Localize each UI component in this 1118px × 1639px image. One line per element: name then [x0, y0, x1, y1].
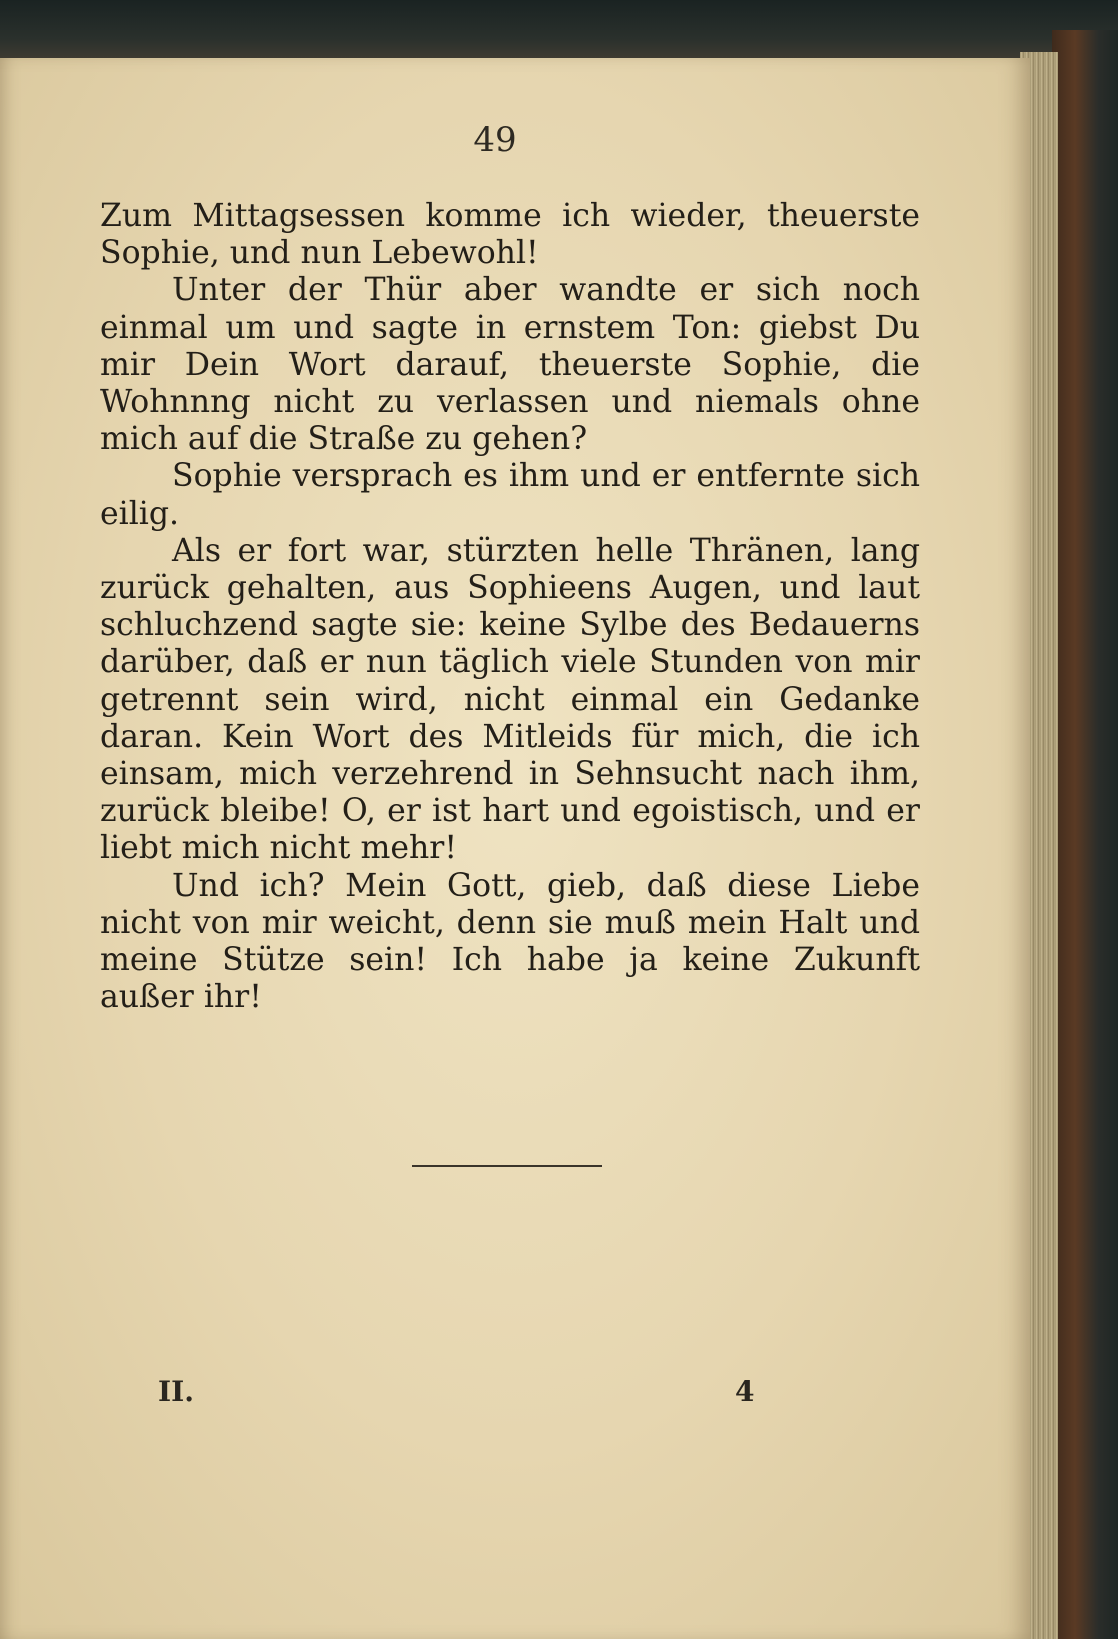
page-number: 49 — [473, 120, 517, 160]
section-divider — [412, 1165, 602, 1167]
sheet-number: 4 — [735, 1375, 755, 1408]
signature-mark: II. — [158, 1375, 194, 1408]
paragraph: Sophie versprach es ihm und er entfernte sich eilig. — [100, 458, 920, 532]
paragraph: Und ich? Mein Gott, gieb, daß diese Liebe nicht von mir weicht, denn sie muß mein Halt und meine Stütze sein! Ich habe ja keine Zukunft außer ihr! — [100, 867, 920, 1016]
paragraph: Unter der Thür aber wandte er sich noch einmal um und sagte in ernstem Ton: giebst Du mir Dein Wort darauf, theuerste Sophie, die Wohnnng nicht zu verlassen und niemals ohne mich auf die Straße zu gehen? — [100, 272, 920, 458]
paragraph: Als er fort war, stürzten helle Thränen, lang zurück gehalten, aus Sophieens Augen, und laut schluchzend sagte sie: keine Sylbe des Bedauerns darüber, daß er nun täglich viele Stunden von mir getrennt sein wird, nicht einmal ein Gedanke daran. Kein Wort des Mitleids für mich, die ich einsam, mich verzehrend in Sehnsucht nach ihm, zurück bleibe! O, er ist hart und egoistisch, und er liebt mich nicht mehr! — [100, 532, 920, 867]
book-cover-edge — [1052, 30, 1118, 1639]
body-text — [100, 198, 920, 1016]
paragraph: Zum Mittagsessen komme ich wieder, theuerste Sophie, und nun Lebewohl! — [100, 198, 920, 272]
